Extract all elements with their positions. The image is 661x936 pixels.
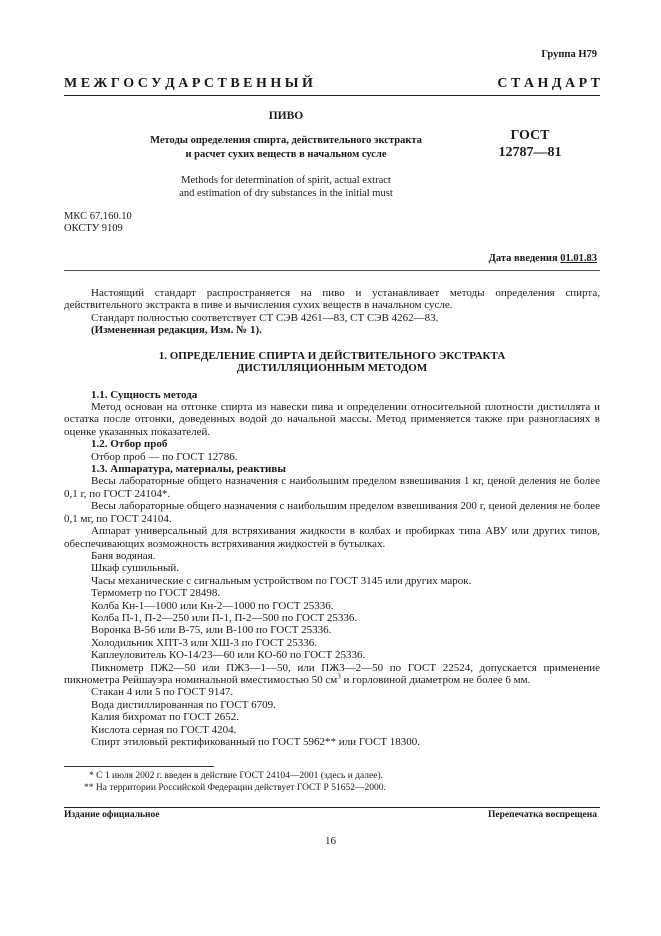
header-rule: [64, 95, 600, 96]
group-label: Группа Н79: [541, 49, 597, 60]
clause-heading: 1.2. Отбор проб: [91, 438, 168, 451]
equipment-item: Колба П-1, П-2—250 или П-1, П-2—500 по ГОСТ 25336.: [91, 611, 358, 624]
equipment-item: Воронка В-56 или В-75, или В-100 по ГОСТ 25336.: [91, 624, 332, 637]
intro-paragraph: Стандарт полностью соответствует СТ СЭВ 4261—83, СТ СЭВ 4262—83.: [91, 311, 439, 324]
date-rule: [64, 270, 600, 271]
equipment-item: Вода дистиллированная по ГОСТ 6709.: [91, 698, 276, 711]
title-russian-line: Методы определения спирта, действительного экстракта: [150, 135, 422, 146]
footnote: * С 1 июля 2002 г. введен в действие ГОСТ 24104—2001 (здесь и далее).: [89, 771, 384, 781]
pycnometer-text: Пикнометр ПЖ2—50 или ПЖ3—1—50, или ПЖ3—2—50 по ГОСТ 22524, допускается применение пикнометра Рейшауэра номинальной вместимостью 50 см: [64, 661, 600, 686]
pycnometer-text-end: и горловиной диаметром не более 6 мм.: [340, 673, 531, 686]
standard-word: С Т А Н Д А Р Т: [497, 76, 600, 91]
clause-text: Метод основан на отгонке спирта из навески пива и определении относительной плотности дистиллята и остатка после отгонки, доведенных водой до начальной массы. Метод применяется также при разногласиях в оценке указанных показателей.: [64, 401, 600, 438]
title-english-line: Methods for determination of spirit, actual extract: [181, 175, 391, 186]
equipment-item: Термометр по ГОСТ 28498.: [91, 587, 221, 600]
section-title-line: 1. ОПРЕДЕЛЕНИЕ СПИРТА И ДЕЙСТВИТЕЛЬНОГО ЭКСТРАКТА: [158, 349, 506, 362]
date-value: 01.01.83: [560, 253, 597, 264]
title-russian-line: и расчет сухих веществ в начальном сусле: [185, 148, 387, 160]
equipment-item: Весы лабораторные общего назначения с наибольшим пределом взвешивания 1 кг, ценой деления не более 0,1 г, по ГОСТ 24104*.: [64, 475, 600, 500]
introduction-date: [489, 253, 597, 264]
clause-heading: 1.1. Сущность метода: [91, 388, 198, 401]
equipment-item: Шкаф сушильный.: [91, 562, 180, 575]
product-title: ПИВО: [268, 110, 304, 122]
superscript: 3: [337, 672, 341, 681]
page-number: 16: [325, 835, 336, 847]
reprint-notice: Перепечатка воспрещена: [487, 810, 597, 820]
equipment-item: Баня водяная.: [91, 549, 156, 562]
footnotes: [64, 770, 600, 794]
mks-code: МКС 67.160.10: [64, 211, 132, 222]
interstate-standard-heading: [64, 76, 600, 92]
section-title: [64, 350, 600, 375]
clause-heading: 1.3. Аппаратура, материалы, реактивы: [91, 463, 286, 476]
equipment-item: Спирт этиловый ректификованный по ГОСТ 5962** или ГОСТ 18300.: [91, 736, 421, 748]
footer-rule: [64, 807, 600, 808]
equipment-item: Часы механические с сигнальным устройством по ГОСТ 3145 или других марок.: [91, 574, 472, 587]
equipment-item: Весы лабораторные общего назначения с наибольшим пределом взвешивания 200 г, ценой деления не более 0,1 мг, по ГОСТ 24104.: [64, 500, 600, 525]
gost-number: [460, 127, 600, 161]
intro-paragraph: Настоящий стандарт распространяется на пиво и устанавливает методы определения спирта, действительного экстракта в пиве и вычисления сухих веществ в начальном сусле.: [64, 287, 600, 312]
gost-code: 12787—81: [498, 145, 562, 160]
document-body: [64, 287, 600, 748]
section-title-line: ДИСТИЛЛЯЦИОННЫМ МЕТОДОМ: [236, 362, 428, 375]
footnote: ** На территории Российской Федерации действует ГОСТ Р 51652—2000.: [84, 783, 386, 793]
equipment-item: Холодильник ХПТ-3 или ХШ-3 по ГОСТ 25336.: [91, 636, 317, 649]
footnote-rule: [64, 766, 214, 767]
equipment-item: Аппарат универсальный для встряхивания жидкости в колбах и пробирках типа АВУ или других типов, обеспечивающих возможность встряхивания жидкостей в бутылках.: [64, 525, 600, 550]
equipment-item: Стакан 4 или 5 по ГОСТ 9147.: [91, 686, 234, 699]
equipment-item: Кислота серная по ГОСТ 4204.: [91, 723, 237, 736]
title-russian: [64, 134, 508, 161]
title-english: [64, 174, 508, 200]
okstu-code: ОКСТУ 9109: [64, 223, 123, 234]
date-label: Дата введения: [488, 253, 558, 264]
edition-label: Издание официальное: [64, 810, 160, 820]
equipment-item: Калия бихромат по ГОСТ 2652.: [91, 711, 240, 724]
amendment-note: (Измененная редакция, Изм. № 1).: [91, 324, 262, 337]
gost-label: ГОСТ: [510, 128, 550, 143]
equipment-item-pycnometer: [64, 662, 600, 687]
classification-codes: [64, 211, 132, 235]
clause-text: Отбор проб — по ГОСТ 12786.: [91, 450, 238, 463]
equipment-item: Каплеуловитель КО-14/23—60 или КО-60 по ГОСТ 25336.: [91, 649, 366, 662]
equipment-item: Колба Кн-1—1000 или Кн-2—1000 по ГОСТ 25336.: [91, 599, 334, 612]
interstate-word: М Е Ж Г О С У Д А Р С Т В Е Н Н Ы Й: [64, 76, 313, 91]
title-english-line: and estimation of dry substances in the initial must: [179, 188, 393, 199]
